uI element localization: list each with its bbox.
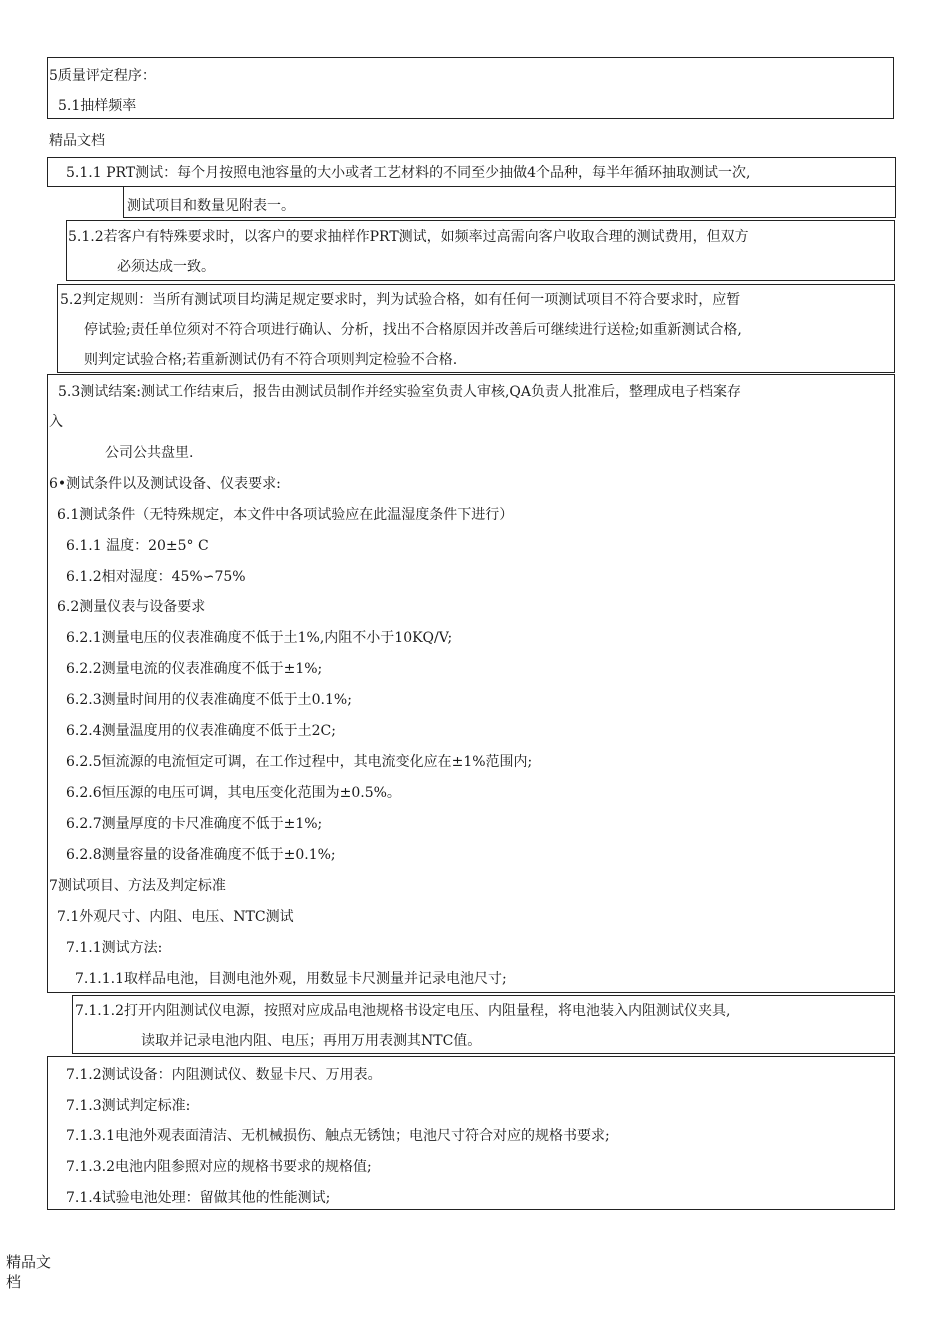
item-5-2-cont-2: 则判定试验合格;若重新测试仍有不符合项则判定检验不合格. bbox=[84, 352, 458, 368]
item-5-3-cont-2: 公司公共盘里. bbox=[105, 445, 194, 461]
item-6-2-8: 6.2.8测量容量的设备准确度不低于±0.1%; bbox=[66, 847, 336, 863]
heading-5: 5质量评定程序： bbox=[49, 68, 156, 84]
heading-6-2: 6.2测量仪表与设备要求 bbox=[57, 599, 206, 615]
item-7-1-1: 7.1.1测试方法: bbox=[66, 940, 163, 956]
heading-7: 7测试项目、方法及判定标准 bbox=[49, 878, 226, 894]
item-7-1-2: 7.1.2测试设备：内阻测试仪、数显卡尺、万用表。 bbox=[66, 1067, 382, 1083]
watermark-bottom-line-1: 精品文 bbox=[6, 1253, 52, 1271]
item-6-2-2: 6.2.2测量电流的仪表准确度不低于±1%; bbox=[66, 661, 323, 677]
item-7-1-1-1: 7.1.1.1取样品电池，目测电池外观，用数显卡尺测量并记录电池尺寸; bbox=[75, 971, 507, 987]
item-7-1-4: 7.1.4试验电池处理：留做其他的性能测试; bbox=[66, 1190, 331, 1206]
item-7-1-3: 7.1.3测试判定标准: bbox=[66, 1098, 191, 1114]
item-5-1-2-cont: 必须达成一致。 bbox=[117, 259, 215, 275]
heading-6-1: 6.1测试条件（无特殊规定，本文件中各项试验应在此温湿度条件下进行） bbox=[57, 507, 514, 523]
item-5-3: 5.3测试结案:测试工作结束后，报告由测试员制作并经实验室负责人审核,QA负责人批准后，整理成电子档案存 bbox=[58, 384, 742, 400]
item-6-2-4: 6.2.4测量温度用的仪表准确度不低于土2C; bbox=[66, 723, 336, 739]
item-5-1-1-cont: 测试项目和数量见附表一。 bbox=[127, 198, 295, 214]
item-5-2-cont-1: 停试验;责任单位须对不符合项进行确认、分析，找出不合格原因并改善后可继续进行送检;如重新测试合格, bbox=[84, 322, 742, 338]
item-6-2-6: 6.2.6恒压源的电压可调，其电压变化范围为±0.5%。 bbox=[66, 785, 401, 801]
heading-6: 6•测试条件以及测试设备、仪表要求: bbox=[49, 476, 281, 492]
item-7-1-1-2: 7.1.1.2打开内阻测试仪电源，按照对应成品电池规格书设定电压、内阻量程，将电池装入内阻测试仪夹具, bbox=[75, 1003, 731, 1019]
item-7-1-3-2: 7.1.3.2电池内阻参照对应的规格书要求的规格值; bbox=[66, 1159, 372, 1175]
item-5-3-to-7-box bbox=[47, 374, 895, 993]
item-6-2-1: 6.2.1测量电压的仪表准确度不低于土1%,内阻不小于10KQ/V; bbox=[66, 630, 453, 646]
item-6-2-3: 6.2.3测量时间用的仪表准确度不低于土0.1%; bbox=[66, 692, 352, 708]
item-5-3-cont-1: 入 bbox=[49, 414, 63, 430]
watermark-top: 精品文档 bbox=[49, 133, 105, 149]
item-7-1-1-2-cont: 读取并记录电池内阻、电压；再用万用表测其NTC值。 bbox=[141, 1033, 482, 1049]
item-6-1-2: 6.1.2相对湿度：45%∽75% bbox=[66, 569, 246, 585]
item-6-1-1: 6.1.1 温度：20±5° C bbox=[66, 538, 209, 554]
item-6-2-7: 6.2.7测量厚度的卡尺准确度不低于±1%; bbox=[66, 816, 323, 832]
item-6-2-5: 6.2.5恒流源的电流恒定可调，在工作过程中，其电流变化应在±1%范围内; bbox=[66, 754, 533, 770]
heading-7-1: 7.1外观尺寸、内阻、电压、NTC测试 bbox=[57, 909, 294, 925]
item-7-1-3-1: 7.1.3.1电池外观表面清洁、无机械损伤、触点无锈蚀；电池尺寸符合对应的规格书要求; bbox=[66, 1128, 610, 1144]
section-5-box bbox=[47, 57, 894, 119]
item-5-1-1: 5.1.1 PRT测试：每个月按照电池容量的大小或者工艺材料的不同至少抽做4个品种，每半年循环抽取测试一次, bbox=[66, 165, 751, 181]
heading-5-1: 5.1抽样频率 bbox=[58, 98, 137, 114]
item-5-1-2: 5.1.2若客户有特殊要求时，以客户的要求抽样作PRT测试，如频率过高需向客户收取合理的测试费用，但双方 bbox=[68, 229, 749, 245]
item-5-2: 5.2判定规则：当所有测试项目均满足规定要求时，判为试验合格，如有任何一项测试项目不符合要求时，应暂 bbox=[60, 292, 741, 308]
watermark-bottom-line-2: 档 bbox=[6, 1273, 22, 1291]
